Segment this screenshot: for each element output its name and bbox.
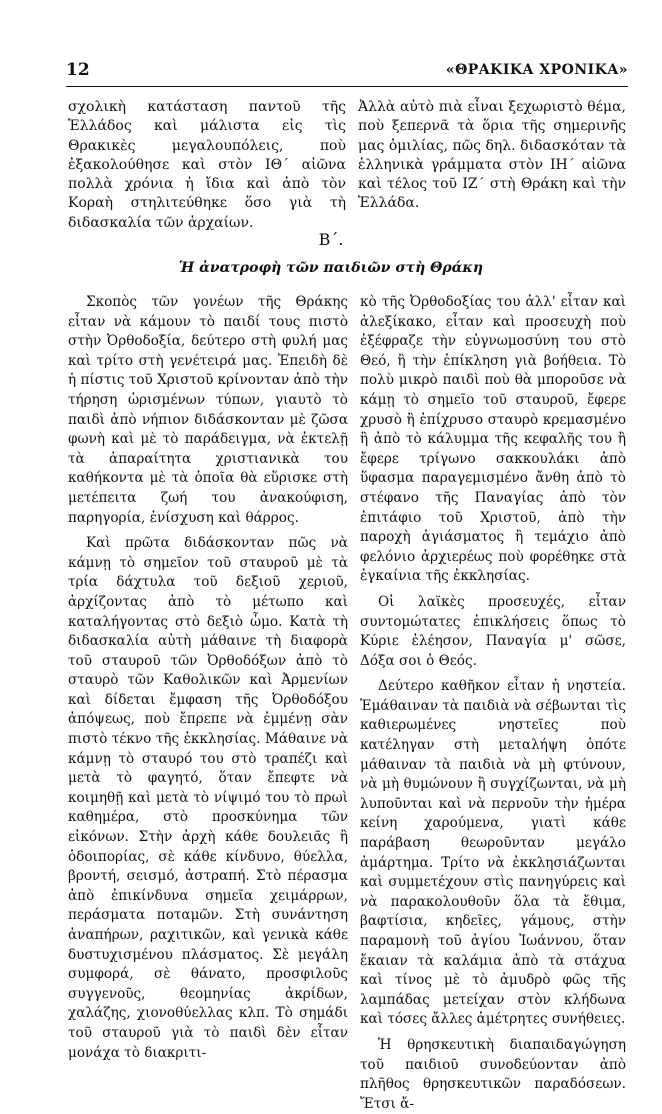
header-rule [66, 86, 628, 87]
section-heading: Ἡ ἀνατροφὴ τῶν παιδιῶν στὴ Θράκη [178, 260, 484, 276]
paragraph: Οἱ λαϊκὲς προσευχές, εἶταν συντομώτατες ἐπικλήσεις ὅπως τὸ Κύριε ἐλέησον, Παναγία μ' σῶσε, Δόξα σοι ὁ Θεός. [360, 593, 626, 669]
running-title: «ΘΡΑΚΙΚΑ ΧΡΟΝΙΚΑ» [445, 62, 628, 78]
paragraph: Ἡ θρησκευτικὴ διαπαιδαγώγηση τοῦ παιδιοῦ συνοδεύονταν ἀπὸ πλῆθος θρησκευτικῶν παραδόσεων. Ἔτσι ἄ- [360, 1036, 626, 1112]
paragraph: Δεύτερο καθῆκον εἶταν ἡ νηστεία. Ἐμάθαιναν τὰ παιδιὰ νὰ σέβωνται τὶς καθιερωμένες νηστεῖες ποὺ κατέληγαν στὴ μεταλήψη ὁπότε μάθαιναν τὰ παιδιὰ νὰ μὴ φτύνουν, νὰ μὴ θυμώνουν ἢ συγχίζωνται, νὰ μὴ λυποῦνται καὶ νὰ περνοῦν τὴν ἡμέρα κείνη χαρούμενα, γιατὶ κάθε παράβαση θεωροῦνταν μεγάλο ἁμάρτημα. Τρίτο νὰ ἐκκλησιάζωνται καὶ συμμετέχουν στὶς πανηγύρεις καὶ νὰ παρακολουθοῦν ὅλα τὰ ἔθιμα, βαφτίσια, κηδεῖες, γάμους, στὴν παραμονὴ τοῦ ἁγίου Ἰωάννου, ὅταν ἔκαιαν τὰ καλάμια ἀπὸ τὰ στάχυα καὶ τίνος μὲ τὸ ἀμυδρὸ φῶς τῆς λαμπάδας μετείχαν στὸν κλήδωνα καὶ τόσες ἄλλες ἀμέτρητες συνήθειες. [360, 678, 626, 1028]
top-left-column [68, 98, 346, 233]
paragraph: σχολικὴ κατάσταση παντοῦ τῆς Ἑλλάδος καὶ μάλιστα εἰς τὶς Θρακικὲς μεγαλουπόλεις, ποὺ ἐξακολούθησε καὶ στὸν ΙΘ΄ αἰῶνα πολλὰ χρόνια ἡ ἴδια καὶ ἀπὸ τὸν Κοραὴ στηλιτεύθηκε ὅσο γιὰ τὴ διδασκαλία τῶν ἀρχαίων. [68, 99, 346, 231]
body-left-column [68, 293, 348, 1063]
paragraph: Ἀλλὰ αὐτὸ πιὰ εἶναι ξεχωριστὸ θέμα, ποὺ ξεπερνᾶ τὰ ὅρια τῆς σημερινῆς μας ὁμιλίας, πῶς δηλ. διδασκόταν τὰ ἑλληνικὰ γράμματα στὸν ΙΗ΄ αἰῶνα καὶ τέλος τοῦ ΙΖ΄ στὴ Θράκη καὶ τὴν Ἑλλάδα. [358, 99, 626, 212]
top-right-column [358, 98, 626, 214]
body-right-column [360, 293, 626, 1114]
section-number: Β΄. [318, 230, 344, 249]
page-number: 12 [66, 60, 90, 80]
page-header [66, 56, 628, 86]
paragraph: Καὶ πρῶτα διδάσκονταν πῶς νὰ κάμνῃ τὸ σημεῖον τοῦ σταυροῦ μὲ τὰ τρία δάχτυλα τοῦ δεξιοῦ χεριοῦ, ἀρχίζοντας ἀπὸ τὸ μέτωπο καὶ καταλήγοντας στὸ δεξιὸ ὦμο. Κατὰ τὴ διδασκαλία αὐτὴ μάθαινε τὴ διαφορὰ τοῦ σταυροῦ τῶν Ὀρθοδόξων ἀπὸ τὸ σταυρὸ τῶν Καθολικῶν καὶ Ἀρμενίων καὶ δίδεται ἔμφαση τῆς Ὀρθοδόξου ἀπόψεως, ποὺ ἔπρεπε νὰ ἐμμένῃ σὰν πιστὸ τέκνο τῆς ἐκκλησίας. Μάθαινε νὰ κάμνῃ τὸ σταυρό του στὸ τραπέζι καὶ μετὰ τὸ φαγητό, ὅταν ἔπεφτε νὰ κοιμηθῇ καὶ μετὰ τὸ νίψιμό του τὸ πρωὶ καθημέρα, στὸ προσκύνημα τῶν εἰκόνων. Στὴν ἀρχὴ κάθε δουλειᾶς ἢ ὁδοιπορίας, σὲ κάθε κίνδυνο, θύελλα, βροντή, σεισμό, ἀστραπή. Στὸ πέρασμα ἀπὸ ἐπικίνδυνα σημεῖα χειμάρρων, περάσματα ποταμῶν. Στὴ συνάντηση ἀναπήρων, ραχιτικῶν, καὶ γενικὰ κάθε δυστυχισμένου πλάσματος. Σὲ μεγάλη συμφορά, σὲ θάνατο, προσφιλοῦς συγγενοῦς, θεομηνίας ἀκρίδων, χαλάζης, χιονοθύελλας κλπ. Τὸ σημάδι τοῦ σταυροῦ γιὰ τὸ παιδὶ δὲν εἶταν μονάχα τὸ διακριτι- [68, 535, 348, 1061]
paragraph: κὸ τῆς Ὀρθοδοξίας του ἀλλ' εἶταν καὶ ἀλεξίκακο, εἶταν καὶ προσευχὴ ποὺ ἐξέφραζε τὴν εὐγνωμοσύνη του στὸ Θεό, ἢ τὴν ἐπίκληση γιὰ βοήθεια. Τὸ πολὺ μικρὸ παιδὶ ποὺ θὰ μποροῦσε νὰ κάμῃ τὸ σημεῖο τοῦ σταυροῦ, ἔφερε χρυσὸ ἢ ἐπίχρυσο σταυρὸ κρεμασμένο ἢ ἀπὸ τὸ κάλυμμα τῆς κεφαλῆς του ἢ ἔφερε τρίγωνο σακκουλάκι ἀπὸ ὕφασμα παραγεμισμένο ἄνθη ἀπὸ τὸ στέφανο τῆς Παναγίας ἀπὸ τὸν ἐπιτάφιο τοῦ Χριστοῦ, ἀπὸ τὴν παροχὴ ἁγιάσματος ἢ τεμάχιο ἀπὸ φελόνιο ἀρχιερέως ποὺ φορέθηκε στὰ ἐγκαίνια τῆς ἐκκλησίας. [360, 294, 626, 585]
paragraph: Σκοπὸς τῶν γονέων τῆς Θράκης εἶταν νὰ κάμουν τὸ παιδί τους πιστὸ στὴν Ὀρθοδοξία, δεύτερο στὴ φυλή μας καὶ τρίτο στὴ γενέτειρά μας. Ἐπειδὴ δὲ ἡ πίστις τοῦ Χριστοῦ κρίνονταν ἀπὸ τὴν τήρηση ὡρισμένων τύπων, γιαυτὸ τὸ παιδὶ ἀπὸ νήπιον διδάσκονταν μὲ ζῶσα φωνὴ καὶ μὲ τὸ παράδειγμα, νὰ ἐκτελῇ τὰ ἀπαραίτητα χριστιανικὰ του καθήκοντα μὲ τὰ ὁποῖα θὰ εὕρισκε στὴ μετέπειτα ζωή του ἀνακούφιση, παρηγορία, ἐνίσχυση καὶ θάρρος. [68, 294, 349, 526]
